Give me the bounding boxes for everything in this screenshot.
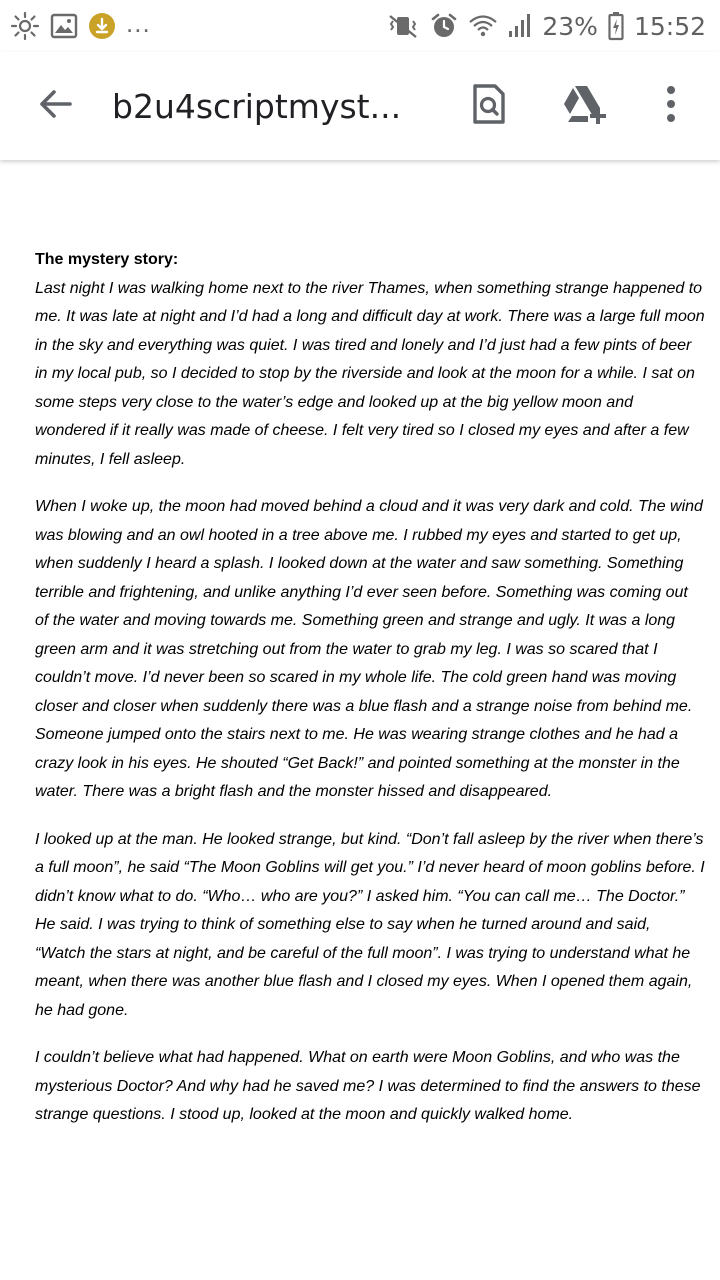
signal-icon xyxy=(508,13,532,39)
story-paragraph-2: When I woke up, the moon had moved behind a cloud and it was very dark and cold. The wind was blowing and an owl hooted in a tree above me. I rubbed my eyes and started to get up, when suddenly I heard a splash. I looked down at the water and saw something. Something terrible and frightening, and unlike anything I’d ever seen before. Something was coming out of the water and moving towards me. Something green and strange and ugly. It was a long green arm and it was stretching out from the water to grab my leg. I was so scared that I couldn’t move. I’d never been so scared in my whole life. The cold green hand was moving closer and closer when suddenly there was a blue flash and a strange noise from behind me. Someone jumped onto the stairs next to me. He was wearing strange clothes and he had a crazy look in his eyes. He shouted “Get Back!” and pointed something at the monster in the water. There was a bright flash and the monster hissed and disappeared. xyxy=(35,498,703,800)
alarm-icon xyxy=(430,12,458,40)
status-bar xyxy=(0,0,720,52)
image-icon xyxy=(50,13,78,39)
document-body xyxy=(35,246,705,1149)
add-to-drive-icon xyxy=(560,84,608,129)
more-notifications-indicator: ... xyxy=(126,7,151,38)
battery-percent: 23% xyxy=(542,11,598,41)
document-heading: The mystery story: xyxy=(35,251,179,268)
back-button[interactable] xyxy=(0,52,112,160)
story-paragraph-3: I looked up at the man. He looked strange, but kind. “Don’t fall asleep by the river when there’s a full moon”, he said “The Moon Goblins will get you.” I’d never heard of moon goblins before. I didn’t know what to do. “Who… who are you?” I asked him. “You can call me… The Doctor.” He said. I was trying to think of something else to say when he turned around and said, “Watch the stars at night, and be careful of the full moon”. I was trying to understand what he meant, when there was another blue flash and I closed my eyes. When I opened them again, he had gone. xyxy=(35,830,705,1019)
back-arrow-icon xyxy=(36,84,76,129)
find-in-document-button[interactable] xyxy=(444,52,534,160)
wifi-icon xyxy=(468,13,498,39)
more-vert-icon xyxy=(665,84,677,129)
sun-icon xyxy=(10,11,40,41)
app-toolbar xyxy=(0,52,720,160)
more-options-button[interactable] xyxy=(646,52,696,160)
add-to-drive-button[interactable] xyxy=(534,52,634,160)
story-paragraph-4: I couldn’t believe what had happened. What on earth were Moon Goblins, and who was the mysterious Doctor? And why had he saved me? I was determined to find the answers to these strange questions. I stood up, looked at the moon and quickly walked home. xyxy=(35,1049,701,1123)
clock: 15:52 xyxy=(633,11,706,41)
battery-icon xyxy=(608,11,624,41)
story-paragraph-1: Last night I was walking home next to the river Thames, when something strange happened to me. It was late at night and I’d had a long and difficult day at work. There was a large full moon in the sky and everything was quiet. I was tired and lonely and I’d just had a few pints of beer in my local pub, so I decided to stop by the riverside and look at the moon for a while. I sat on some steps very close to the water’s edge and looked up at the big yellow moon and wondered if it really was made of cheese. I felt very tired so I closed my eyes and after a few minutes, I fell asleep. xyxy=(35,279,705,468)
document-title: b2u4scriptmyst... xyxy=(112,86,402,126)
vibrate-icon xyxy=(386,12,420,40)
find-in-document-icon xyxy=(471,82,507,131)
download-badge-icon xyxy=(88,12,116,40)
